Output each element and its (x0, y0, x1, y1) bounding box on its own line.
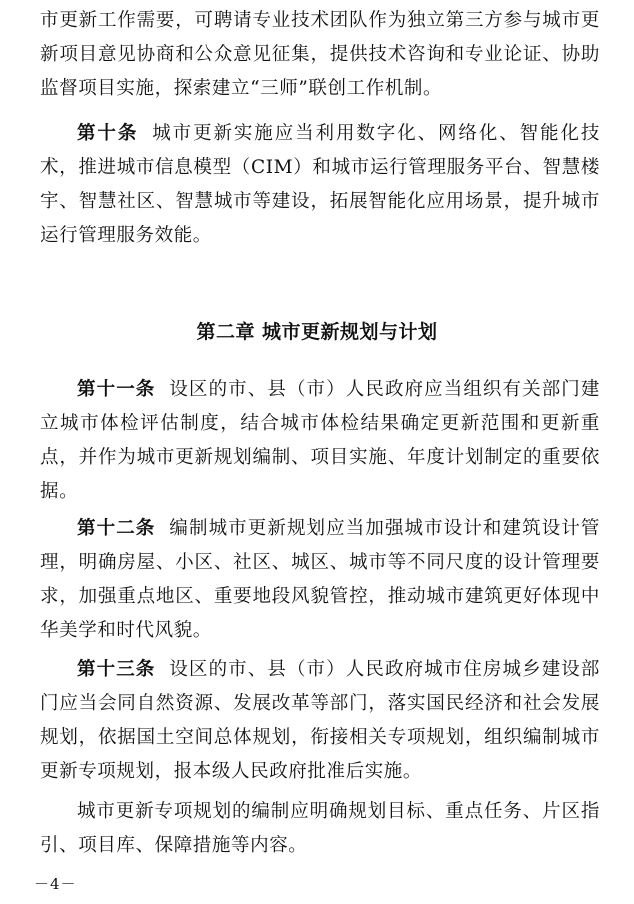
article-13 (40, 653, 600, 789)
paragraph-text: 城市更新专项规划的编制应明确规划目标、重点任务、片区指引、项目库、保障措施等内容。 (40, 801, 600, 856)
article-text: 设区的市、县（市）人民政府城市住房城乡建设部门应当会同自然资源、发展改革等部门，落实国民经济和社会发展规划，依据国土空间总体规划，衔接相关专项规划，组织编制城市更新专项规划，报本级人民政府批准后实施。 (40, 659, 601, 782)
article-label: 第十三条 (77, 659, 156, 680)
paragraph-continuation (40, 4, 600, 106)
article-text: 编制城市更新规划应当加强城市设计和建筑设计管理，明确房屋、小区、社区、城区、城市等不同尺度的设计管理要求，加强重点地区、重要地段风貌管控，推动城市建筑更好体现中华美学和时代风貌。 (40, 518, 601, 641)
article-12 (40, 512, 600, 648)
paragraph-text: 市更新工作需要，可聘请专业技术团队作为独立第三方参与城市更新项目意见协商和公众意见征集，提供技术咨询和专业论证、协助监督项目实施，探索建立“三师”联创工作机制。 (40, 10, 600, 99)
article-label: 第十条 (77, 123, 139, 144)
article-text: 设区的市、县（市）人民政府应当组织有关部门建立城市体检评估制度，结合城市体检结果确定更新范围和更新重点，并作为城市更新规划编制、项目实施、年度计划制定的重要依据。 (40, 379, 601, 502)
chapter-title: 第二章 城市更新规划与计划 (196, 321, 438, 343)
page-number: －4－ (34, 875, 77, 893)
article-11 (40, 373, 600, 509)
paragraph-planning-content (40, 795, 600, 863)
article-label: 第十二条 (77, 518, 156, 539)
article-10 (40, 117, 600, 253)
article-label: 第十一条 (77, 379, 156, 400)
article-text: 城市更新实施应当利用数字化、网络化、智能化技术，推进城市信息模型（CIM）和城市运行管理服务平台、智慧楼宇、智慧社区、智慧城市等建设，拓展智能化应用场景，提升城市运行管理服务效能。 (40, 123, 601, 246)
